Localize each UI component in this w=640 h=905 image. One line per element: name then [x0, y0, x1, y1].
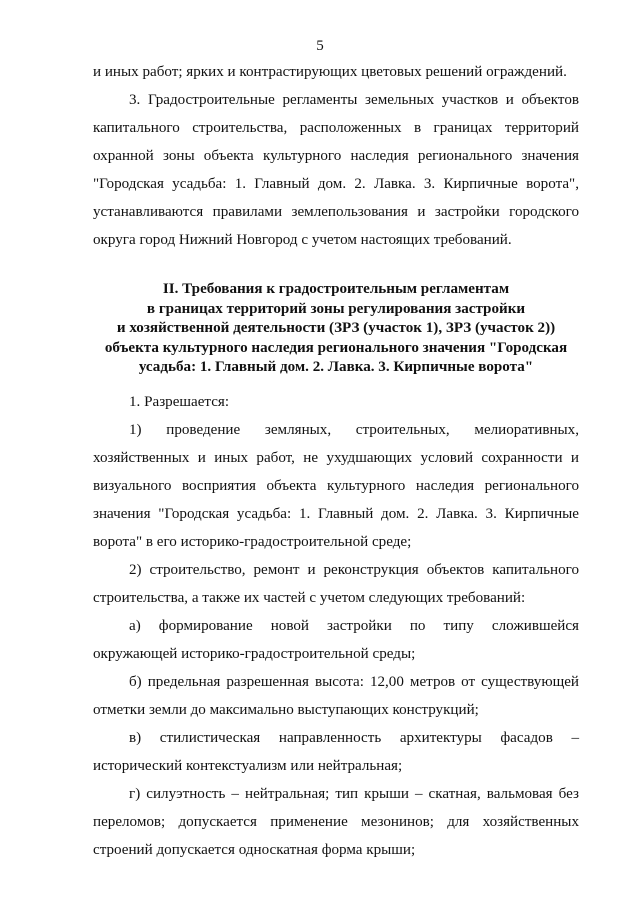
heading-line: объекта культурного наследия регионального значения "Городская — [104, 339, 568, 356]
paragraph-subitem-g: г) силуэтность – нейтральная; тип крыши – скатная, вальмовая без переломов; допускается применение мезонинов; для хозяйственных строений допускается односкатная форма крыши; — [93, 785, 579, 858]
paragraph-subitem-v: в) стилистическая направленность архитектуры фасадов – исторический контекстуализм или нейтральная; — [93, 729, 579, 774]
page-number: 5 — [316, 38, 324, 54]
document-body — [93, 58, 579, 864]
paragraph-continuation: и иных работ; ярких и контрастирующих цветовых решений ограждений. — [93, 64, 567, 80]
paragraph-permitted: 1. Разрешается: — [129, 393, 230, 410]
heading-line: в границах территорий зоны регулирования застройки — [146, 300, 526, 317]
paragraph-subitem-1: 1) проведение земляных, строительных, мелиоративных, хозяйственных и иных работ, не ухудшающих условий сохранности и визуального восприятия объекта культурного наследия регионального значения "Городская усадьба: 1. Главный дом. 2. Лавка. 3. Кирпичные ворота" в его историко-градостроительной среде; — [93, 421, 579, 550]
paragraph-item-3: 3. Градостроительные регламенты земельных участков и объектов капитального строительства, расположенных в границах территорий охранной зоны объекта культурного наследия регионального значения "Городская усадьба: 1. Главный дом. 2. Лавка. 3. Кирпичные ворота", устанавливаются правилами землепользования и застройки городского округа город Нижний Новгород с учетом настоящих требований. — [93, 92, 579, 248]
heading-line: усадьба: 1. Главный дом. 2. Лавка. 3. Кирпичные ворота" — [138, 359, 534, 375]
paragraph-subitem-2: 2) строительство, ремонт и реконструкция объектов капитального строительства, а также их частей с учетом следующих требований: — [93, 561, 579, 606]
paragraph-subitem-a: а) формирование новой застройки по типу сложившейся окружающей историко-градостроительной среды; — [93, 617, 579, 662]
heading-line: II. Требования к градостроительным регламентам — [162, 281, 510, 297]
paragraph-subitem-b: б) предельная разрешенная высота: 12,00 метров от существующей отметки земли до максимально выступающих конструкций; — [93, 673, 579, 718]
heading-line: и хозяйственной деятельности (ЗРЗ (участок 1), ЗРЗ (участок 2)) — [116, 320, 556, 336]
section-heading — [93, 280, 579, 378]
